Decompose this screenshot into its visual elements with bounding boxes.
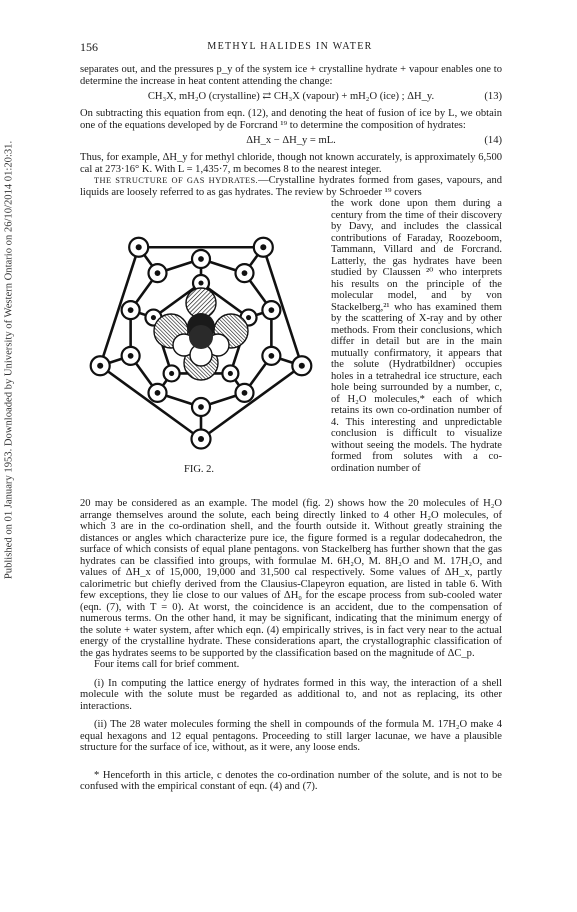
water-molecule	[164, 365, 180, 381]
figure-2	[80, 200, 323, 498]
water-molecule	[149, 384, 167, 402]
equation-14	[80, 133, 502, 150]
paragraph-text: —Crystalline hydrates formed from gases, vapours, and liquids are loosely referred to as gas hydrates. The review by Schroeder ¹⁹ covers	[80, 175, 503, 198]
wrapped-paragraph: the work done upon them during a century from the time of their discovery by Davy, and includes the classical contributions of Faraday, Roozeboom, Tammann, Villard and de Forcrand. Latterly, the gas hydrates have been studied by Claussen ²⁰ who interprets his results on the principle of the molecular model, and by von Stackelberg,²¹ who has examined them by the scattering of X-ray and by other methods. From their conclusions, which differ in detail but are in the main mutually confirmatory, it appears that the solute (Hydratbildner) occupies holes in a tetrahedral ice structure, each hole being surrounded by a number, c, of H₂O molecules,* each of which retains its own co-ordination number of 4. This interesting and unpredictable conclusion is difficult to visualize without seeing the models. The hydrate formed from solutes with a co-ordination number of	[331, 198, 502, 474]
running-title: METHYL HALIDES IN WATER	[207, 41, 373, 52]
footnote: * Henceforth in this article, c denotes the co-ordination number of the solute, and is not to be confused with the empirical constant of eqn. (4) and (7).	[80, 769, 502, 792]
dodecahedron-model-diagram	[82, 208, 320, 458]
water-molecule	[235, 264, 253, 282]
figure-caption: FIG. 2.	[184, 464, 215, 475]
list-item: (i) In computing the lattice energy of hydrates formed in this way, the interaction of a shell molecule with the solute must be regarded as additional to, and not as replacing, its other interactions.	[80, 677, 502, 712]
water-molecule	[192, 398, 210, 416]
equation-number: (13)	[484, 91, 502, 102]
page-header	[80, 40, 500, 56]
water-molecule	[262, 347, 280, 365]
list-item: (ii) The 28 water molecules forming the shell in compounds of the formula M. 17H₂O make 4 equal hexagons and 12 equal pentagons. Proceeding to still larger lacunae, we have a plausible structure for the surface of ice, without, as it were, any loose ends.	[80, 719, 502, 753]
watermark-text: Published on 01 January 1953. Downloaded by University of Western Ontario on 26/10/2014 01:20:31.	[3, 140, 15, 580]
download-watermark	[0, 130, 20, 590]
water-molecule	[222, 365, 238, 381]
paragraph: Thus, for example, ΔH_y for methyl chloride, though not known accurately, is approximately 6,500 cal at 273·16° K. With L = 1,435·7, m becomes 8 to the nearest integer.	[80, 152, 502, 175]
water-molecule	[149, 264, 167, 282]
water-molecule	[235, 384, 253, 402]
equation-13	[80, 89, 502, 106]
water-molecule	[292, 356, 311, 375]
water-molecule	[91, 356, 110, 375]
water-molecule	[122, 301, 140, 319]
paragraph: Four items call for brief comment.	[94, 659, 240, 670]
equation-text: CH₃X, mH₂O (crystalline) ⇄ CH₃X (vapour) + mH₂O (ice) ; ΔH_y.	[147, 91, 435, 102]
water-molecule	[262, 301, 280, 319]
water-molecule	[254, 238, 273, 257]
paragraph: On subtracting this equation from eqn. (12), and denoting the heat of fusion of ice by L, we obtain one of the equations developed by de Forcrand ¹⁹ to determine the composition of hydrates:	[80, 108, 502, 131]
equation-text: ΔH_x − ΔH_y = mL.	[246, 135, 336, 146]
equation-number: (14)	[484, 135, 502, 146]
section-heading: THE STRUCTURE OF GAS HYDRATES.	[94, 176, 259, 185]
water-molecule	[192, 430, 211, 449]
paragraph: 20 may be considered as an example. The model (fig. 2) shows how the 20 molecules of H₂O arrange themselves around the solute, each being directly linked to 4 other H₂O molecules, of which 3 are in the co-ordination shell, and the fourth outside it. Without greatly straining the distances or angles which characterize pure ice, the figure formed is a regular dodecahedron, the surface of which consists of equal plane pentagons. von Stackelberg has further shown that the gas hydrates can be classified into groups, with formulae M. 6H₂O, M. 8H₂O and M. 17H₂O, and values of ΔH_x of 15,000, 19,000 and 31,500 cal respectively. Some values of ΔH_x, partly calorimetric but chiefly derived from the Clausius-Clapeyron equation, are listed in table 6. With few exceptions, they lie close to our values of ΔH₀ for the escape process from sub-cooled water (eqn. (7), with T = 0). At worst, the coincidence is an accident, due to the compensation of numerous terms. On the other hand, it may be significant, indicating that the minimum energy of the solute + water system, after which eqn. (4) empirically strives, is in fact very near to the actual energy of the crystalline hydrate. These considerations apart, the crystallographic classification of the gas hydrates seems to be supported by the classification based on the magnitude of ΔC_p.	[80, 498, 502, 659]
paragraph: separates out, and the pressures p_y of the system ice + crystalline hydrate + vapour enables one to determine the increase in heat content attending the change:	[80, 64, 502, 87]
article-body	[80, 64, 502, 793]
water-molecule	[129, 238, 148, 257]
section-paragraph	[80, 175, 502, 198]
water-molecule	[122, 347, 140, 365]
page-number: 156	[80, 40, 98, 54]
water-molecule	[192, 250, 210, 268]
